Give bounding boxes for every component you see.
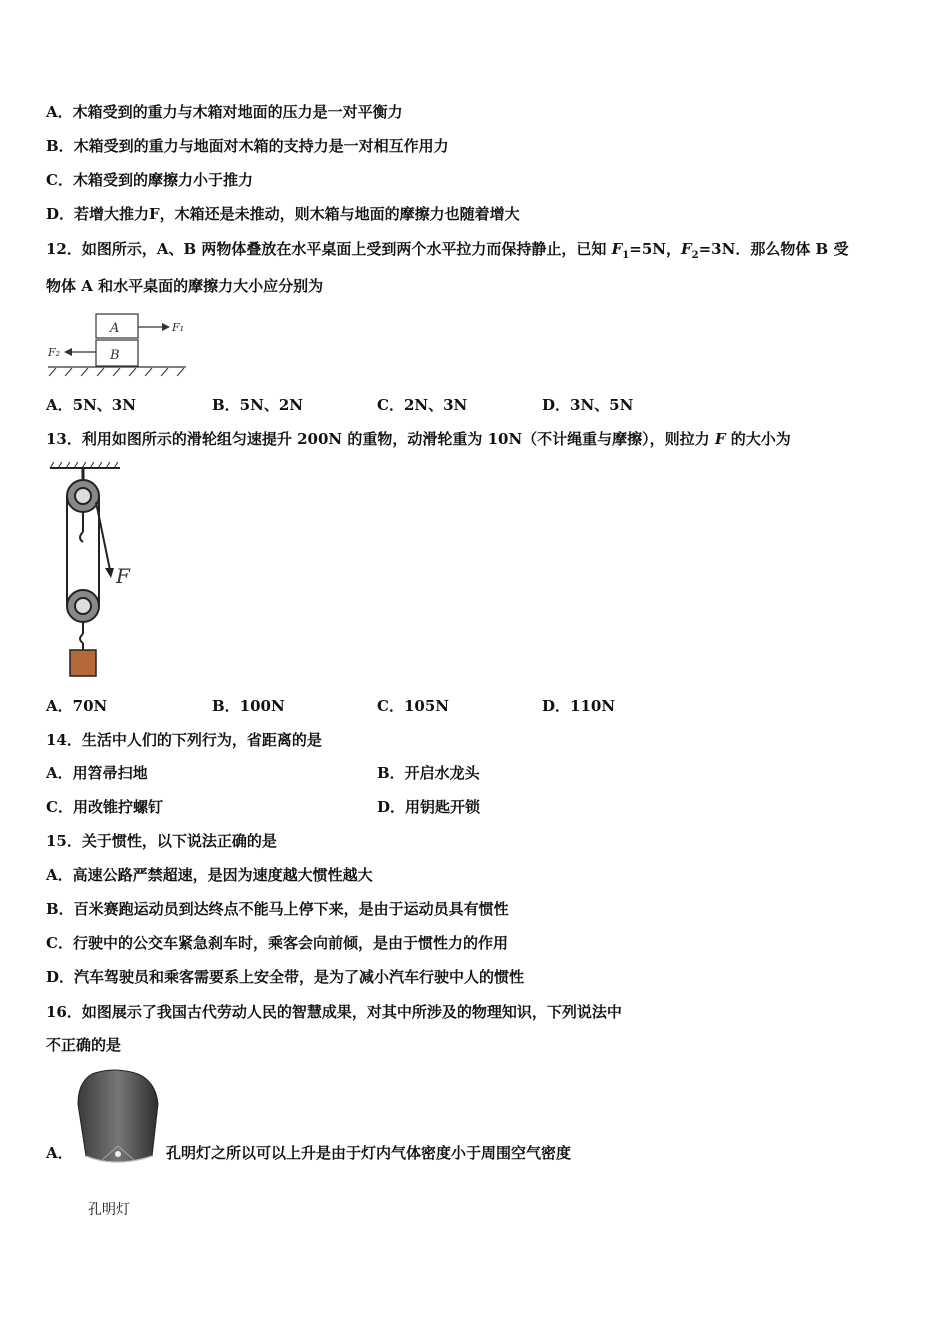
q12-option-a: A．5N、3N bbox=[46, 396, 136, 414]
q11-option-b: B．木箱受到的重力与地面对木箱的支持力是一对相互作用力 bbox=[46, 137, 449, 155]
lantern-body bbox=[78, 1070, 158, 1162]
fixed-pulley-hub bbox=[75, 488, 91, 504]
force-label: F bbox=[116, 564, 130, 588]
pull-arrowhead bbox=[105, 568, 114, 578]
q12-blocks-figure bbox=[46, 310, 196, 380]
f2-arrowhead bbox=[64, 348, 72, 356]
q12-option-d: D．3N、5N bbox=[542, 396, 634, 414]
q15-option-c: C．行驶中的公交车紧急刹车时，乘客会向前倾，是由于惯性力的作用 bbox=[46, 934, 508, 952]
q15-option-a: A．高速公路严禁超速，是因为速度越大惯性越大 bbox=[46, 866, 373, 884]
q15-option-b: B．百米赛跑运动员到达终点不能马上停下来，是由于运动员具有惯性 bbox=[46, 900, 509, 918]
q15-stem: 15．关于惯性，以下说法正确的是 bbox=[46, 832, 277, 850]
block-b-label: B bbox=[110, 348, 120, 363]
q12-stem-line1: 12．如图所示，A、B 两物体叠放在水平桌面上受到两个水平拉力而保持静止，已知 $F_1=5N$，$F_2=3N$．那么物体 B 受 bbox=[46, 240, 849, 261]
lantern-caption: 孔明灯 bbox=[88, 1202, 130, 1218]
f1-label: F₁ bbox=[172, 321, 185, 334]
q16-stem-line1: 16．如图展示了我国古代劳动人民的智慧成果，对其中所涉及的物理知识，下列说法中 bbox=[46, 1003, 622, 1021]
q13-option-d: D．110N bbox=[542, 697, 616, 715]
q14-option-c: C．用改锥拧螺钉 bbox=[46, 798, 163, 816]
q13-option-c: C．105N bbox=[377, 697, 449, 715]
q11-option-a: A．木箱受到的重力与木箱对地面的压力是一对平衡力 bbox=[46, 103, 403, 121]
hook-top-curve bbox=[80, 532, 83, 542]
q12-option-c: C．2N、3N bbox=[377, 396, 468, 414]
q16-option-a-text: 孔明灯之所以可以上升是由于灯内气体密度小于周围空气密度 bbox=[166, 1144, 572, 1162]
block-a-label: A bbox=[110, 321, 120, 336]
weight-block bbox=[70, 650, 96, 676]
table-hatching bbox=[49, 368, 184, 376]
q12-option-b: B．5N、2N bbox=[212, 396, 303, 414]
q11-option-c: C．木箱受到的摩擦力小于推力 bbox=[46, 171, 253, 189]
q13-pulley-figure bbox=[46, 462, 146, 682]
q13-stem: 13．利用如图所示的滑轮组匀速提升 200N 的重物，动滑轮重为 10N（不计绳重与摩擦），则拉力 F 的大小为 bbox=[46, 430, 791, 448]
lantern-flame bbox=[115, 1151, 121, 1157]
hook-bottom-curve bbox=[80, 634, 83, 643]
q14-option-d: D．用钥匙开锁 bbox=[377, 798, 481, 816]
q14-stem: 14．生活中人们的下列行为，省距离的是 bbox=[46, 731, 322, 749]
q11-option-d: D．若增大推力F，木箱还是未推动，则木箱与地面的摩擦力也随着增大 bbox=[46, 205, 520, 223]
q16-stem-line2: 不正确的是 bbox=[46, 1036, 122, 1054]
f1-arrowhead bbox=[162, 323, 170, 331]
q15-option-d: D．汽车驾驶员和乘客需要系上安全带，是为了减小汽车行驶中人的惯性 bbox=[46, 968, 525, 986]
q14-option-a: A．用笤帚扫地 bbox=[46, 764, 148, 782]
q14-option-b: B．开启水龙头 bbox=[377, 764, 480, 782]
f2-label: F₂ bbox=[48, 346, 61, 359]
q13-option-a: A．70N bbox=[46, 697, 108, 715]
q13-option-b: B．100N bbox=[212, 697, 285, 715]
q16-option-a-label: A． bbox=[46, 1144, 73, 1162]
q12-stem-line2: 物体 A 和水平桌面的摩擦力大小应分别为 bbox=[46, 277, 324, 295]
movable-pulley-hub bbox=[75, 598, 91, 614]
lantern-image bbox=[72, 1068, 162, 1178]
